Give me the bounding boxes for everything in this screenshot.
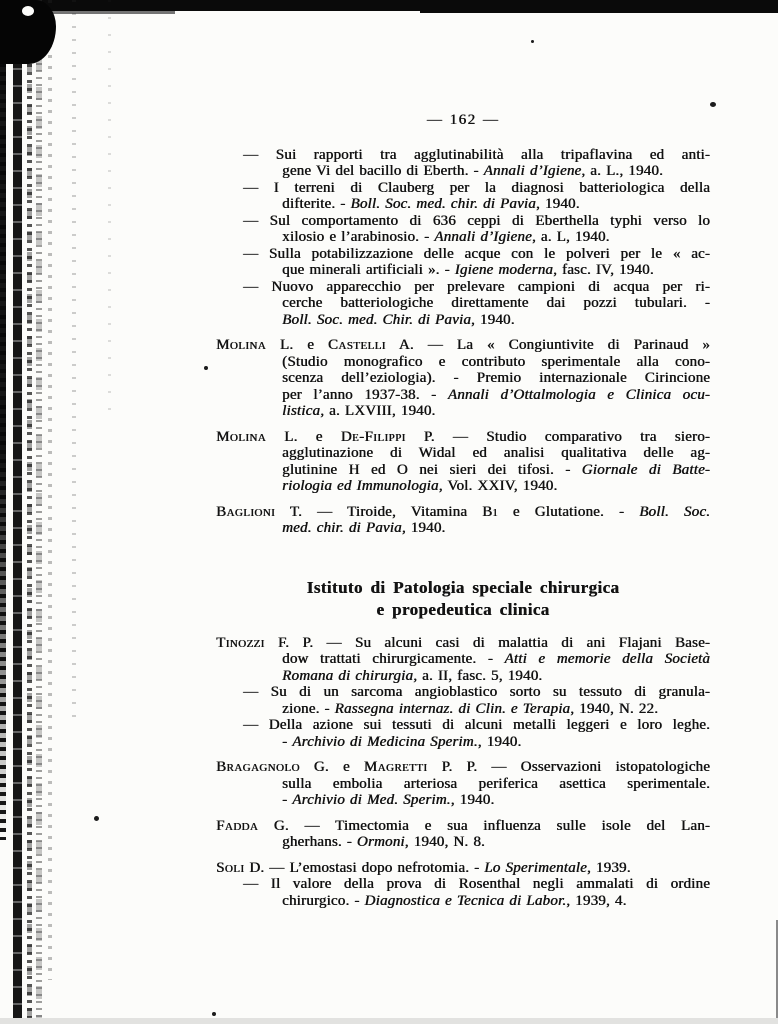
bibliography-entry xyxy=(216,860,710,877)
entry-line: xilosio e l’arabinosio. - Annali d’Igiene, a. L, 1940. xyxy=(282,229,610,245)
bibliography-entry xyxy=(216,337,710,420)
bibliography xyxy=(216,147,710,910)
entry-line: — Della azione sui tessuti di alcuni metalli leggeri e loro leghe. xyxy=(243,717,710,733)
scan-spine-streak xyxy=(27,0,32,1024)
bibliography-entry xyxy=(216,213,710,246)
entry-line: per l’anno 1937-38. - Annali d’Ottalmologia e Clinica ocu- xyxy=(282,386,710,403)
entry-line: que minerali artificiali ». - Igiene moderna, fasc. IV, 1940. xyxy=(282,262,654,278)
entry-line: - Archivio di Medicina Sperim., 1940. xyxy=(282,733,522,750)
scan-top-edge-bar xyxy=(0,0,778,11)
scan-spine-streak xyxy=(72,0,76,720)
entry-line: Boll. Soc. med. Chir. di Pavia, 1940. xyxy=(282,311,515,328)
entry-line: — Il valore della prova di Rosenthal negli ammalati di ordine xyxy=(243,876,710,892)
bibliography-entry xyxy=(216,504,710,537)
entry-line: med. chir. di Pavia, 1940. xyxy=(282,520,446,536)
ink-speck xyxy=(212,1012,216,1016)
entry-line: riologia ed Immunologia, Vol. XXIV, 1940. xyxy=(282,478,558,494)
scan-spine-streak xyxy=(0,0,6,840)
bibliography-entry xyxy=(216,180,710,213)
ink-speck xyxy=(531,40,534,43)
entry-line: (Studio monografico e contributo sperimentale alla cono- xyxy=(282,353,710,370)
text-block xyxy=(216,112,710,909)
entry-line: Soli D. — L’emostasi dopo nefrotomia. - Lo Sperimentale, 1939. xyxy=(216,859,631,876)
section-heading-line: e propedeutica clinica xyxy=(376,599,550,619)
entry-line: dow trattati chirurgicamente. - Atti e memorie della Società xyxy=(282,651,710,667)
ink-speck xyxy=(94,816,99,821)
scan-corner-blot-gap xyxy=(22,6,34,16)
scan-spine-streak xyxy=(48,0,52,980)
entry-line: — Su di un sarcoma angioblastico sorto su tessuto di granula- xyxy=(243,684,710,700)
ink-speck xyxy=(204,366,208,370)
entry-line: chirurgico. - Diagnostica e Tecnica di Labor., 1939, 4. xyxy=(282,892,627,909)
entry-line: sulla embolia arteriosa periferica asettica sperimentale. xyxy=(282,775,710,792)
bibliography-entry xyxy=(216,717,710,750)
entry-line: Molina L. e De-Filippi P. — Studio comparativo tra siero- xyxy=(216,428,710,445)
entry-line: listica, a. LXVIII, 1940. xyxy=(282,403,436,419)
scan-top-edge-bar xyxy=(420,0,778,13)
scan-bottom-edge xyxy=(0,1018,778,1024)
entry-line: — Sulla potabilizzazione delle acque con le polveri per le « ac- xyxy=(243,245,710,262)
scan-spine-streak xyxy=(36,0,42,1024)
entry-line: — Nuovo apparecchio per prelevare campioni di acqua per ri- xyxy=(243,278,710,295)
bibliography-entry xyxy=(216,279,710,329)
bibliography-entry xyxy=(216,876,710,909)
section-heading xyxy=(216,577,710,621)
bibliography-entry xyxy=(216,684,710,717)
entry-line: Baglioni T. — Tiroide, Vitamina $B_1$ e Glutatione. - Boll. Soc. xyxy=(216,503,711,520)
entry-line: cerche batteriologiche direttamente dai pozzi tubulari. - xyxy=(282,295,710,311)
page-number: — 162 — xyxy=(426,112,500,128)
scan-corner-blot xyxy=(0,0,56,64)
bibliography-entry xyxy=(216,429,710,495)
bibliography-entry xyxy=(216,635,710,685)
entry-line: Bragagnolo G. e Magretti P. P. — Osservazioni istopatologiche xyxy=(216,759,710,775)
bibliography-entry xyxy=(216,759,710,809)
bibliography-entry xyxy=(216,818,710,851)
scan-spine-streak xyxy=(108,0,111,420)
bibliography-entry xyxy=(216,147,710,180)
bibliography-section xyxy=(216,147,710,537)
entry-line: gherhans. - Ormoni, 1940, N. 8. xyxy=(282,834,485,850)
entry-line: Tinozzi F. P. — Su alcuni casi di malattia di ani Flajani Base- xyxy=(216,634,710,651)
ink-speck xyxy=(710,102,716,107)
entry-line: — Sui rapporti tra agglutinabilità alla tripaflavina ed anti- xyxy=(243,146,710,163)
entry-line: - Archivio di Med. Sperim., 1940. xyxy=(282,792,495,808)
entry-line: Fadda G. — Timectomia e sua influenza sulle isole del Lan- xyxy=(216,817,710,834)
scan-top-edge-shadow xyxy=(0,11,175,14)
bibliography-entry xyxy=(216,246,710,279)
entry-line: agglutinazione di Widal ed analisi qualitativa delle ag- xyxy=(282,445,710,461)
entry-line: — I terreni di Clauberg per la diagnosi batteriologica della xyxy=(243,179,710,196)
entry-line: glutinine H ed O nei sieri dei tifosi. - Giornale di Batte- xyxy=(282,461,710,478)
entry-line: difterite. - Boll. Soc. med. chir. di Pavia, 1940. xyxy=(282,196,580,212)
entry-line: gene Vi del bacillo di Eberth. - Annali d’Igiene, a. L., 1940. xyxy=(282,163,663,179)
entry-line: Molina L. e Castelli A. — La « Congiuntivite di Parinaud » xyxy=(216,337,710,353)
entry-line: scenza dell’eziologia). - Premio internazionale Cirincione xyxy=(282,370,710,386)
scan-spine-streak xyxy=(13,0,22,1024)
entry-line: zione. - Rassegna internaz. di Clin. e Terapia, 1940, N. 22. xyxy=(282,700,659,717)
entry-line: — Sul comportamento di 636 ceppi di Eberthella typhi verso lo xyxy=(243,212,710,229)
entry-line: Romana di chirurgia, a. II, fasc. 5, 1940. xyxy=(282,667,543,684)
bibliography-section xyxy=(216,577,710,910)
section-heading-line: Istituto di Patologia speciale chirurgica xyxy=(306,577,620,597)
